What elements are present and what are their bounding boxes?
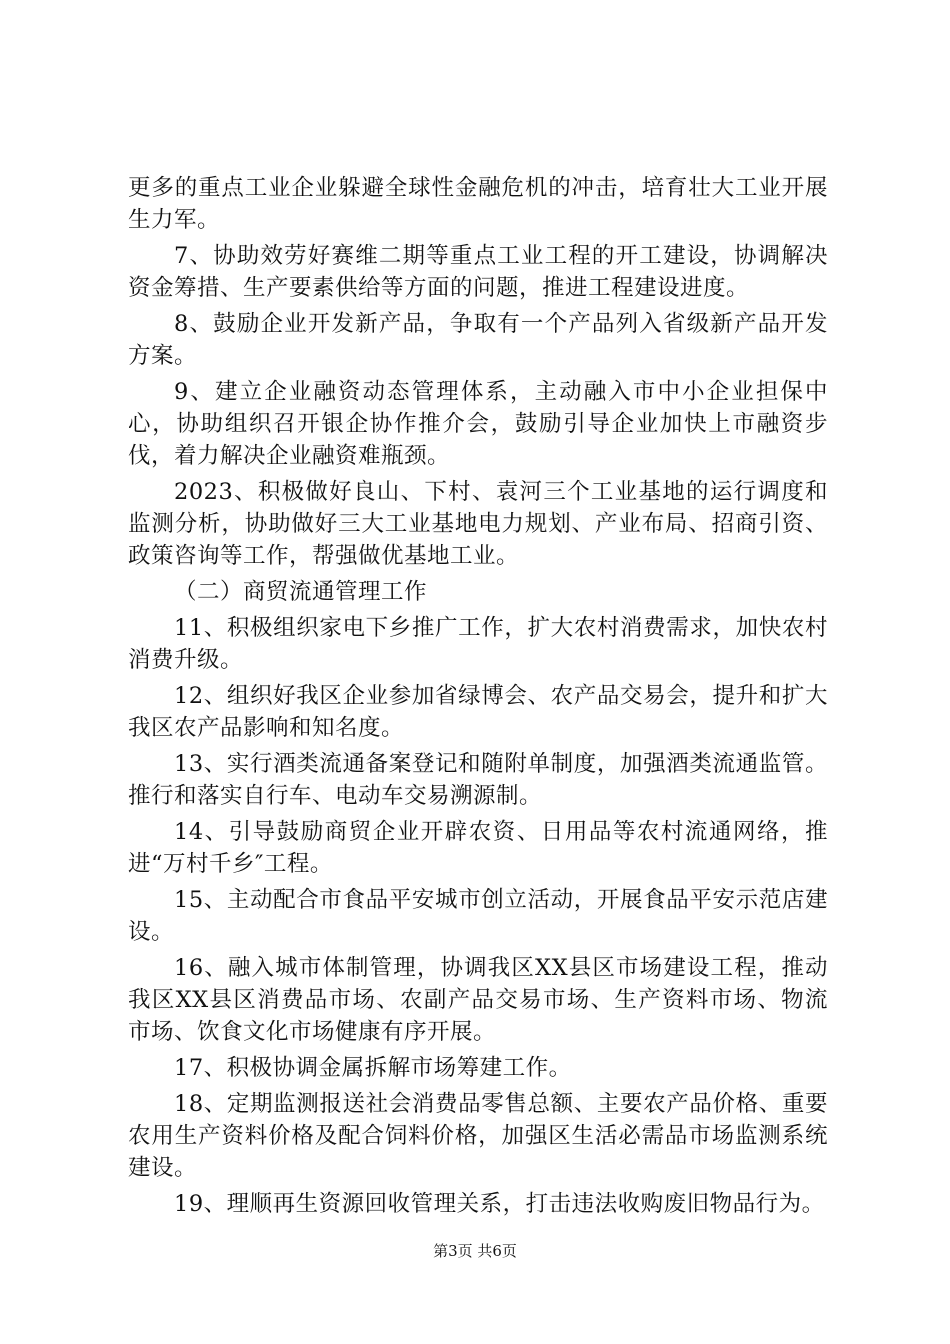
paragraph-item-17: 17、积极协调金属拆解市场筹建工作。 [174, 1055, 572, 1081]
paragraph-item-10: 2023、积极做好良山、下村、袁河三个工业基地的运行调度和监测分析，协助做好三大工业基地电力规划、产业布局、招商引资、政策咨询等工作，帮强做优基地工业。 [128, 479, 828, 569]
paragraph-item-19: 19、理顺再生资源回收管理关系，打击违法收购废旧物品行为。 [174, 1191, 825, 1217]
paragraph-item-11: 11、积极组织家电下乡推广工作，扩大农村消费需求，加快农村消费升级。 [128, 615, 828, 673]
paragraph-item-18: 18、定期监测报送社会消费品零售总额、主要农产品价格、重要农用生产资料价格及配合饲料价格，加强区生活必需品市场监测系统建设。 [128, 1091, 828, 1181]
document-body [128, 172, 828, 1224]
paragraph-item-13: 13、实行酒类流通备案登记和随附单制度，加强酒类流通监管。推行和落实自行车、电动车交易溯源制。 [128, 751, 828, 809]
paragraph-item-16: 16、融入城市体制管理，协调我区XX县区市场建设工程，推动我区XX县区消费品市场、农副产品交易市场、生产资料市场、物流市场、饮食文化市场健康有序开展。 [128, 955, 828, 1045]
paragraph-item-9: 9、建立企业融资动态管理体系，主动融入市中小企业担保中心，协助组织召开银企协作推介会，鼓励引导企业加快上市融资步伐，着力解决企业融资难瓶颈。 [128, 379, 828, 469]
paragraph-continuation: 更多的重点工业企业躲避全球性金融危机的冲击，培育壮大工业开展生力军。 [128, 175, 828, 233]
section-heading: （二）商贸流通管理工作 [174, 579, 428, 605]
paragraph-item-7: 7、协助效劳好赛维二期等重点工业工程的开工建设，协调解决资金筹措、生产要素供给等方面的问题，推进工程建设进度。 [128, 243, 828, 301]
paragraph-item-8: 8、鼓励企业开发新产品，争取有一个产品列入省级新产品开发方案。 [128, 311, 828, 369]
paragraph-item-15: 15、主动配合市食品平安城市创立活动，开展食品平安示范店建设。 [128, 887, 828, 945]
page-footer: 第3页 共6页 [433, 1242, 517, 1260]
paragraph-item-14: 14、引导鼓励商贸企业开辟农资、日用品等农村流通网络，推进“万村千乡″工程。 [128, 819, 828, 877]
paragraph-item-12: 12、组织好我区企业参加省绿博会、农产品交易会，提升和扩大我区农产品影响和知名度。 [128, 683, 828, 741]
